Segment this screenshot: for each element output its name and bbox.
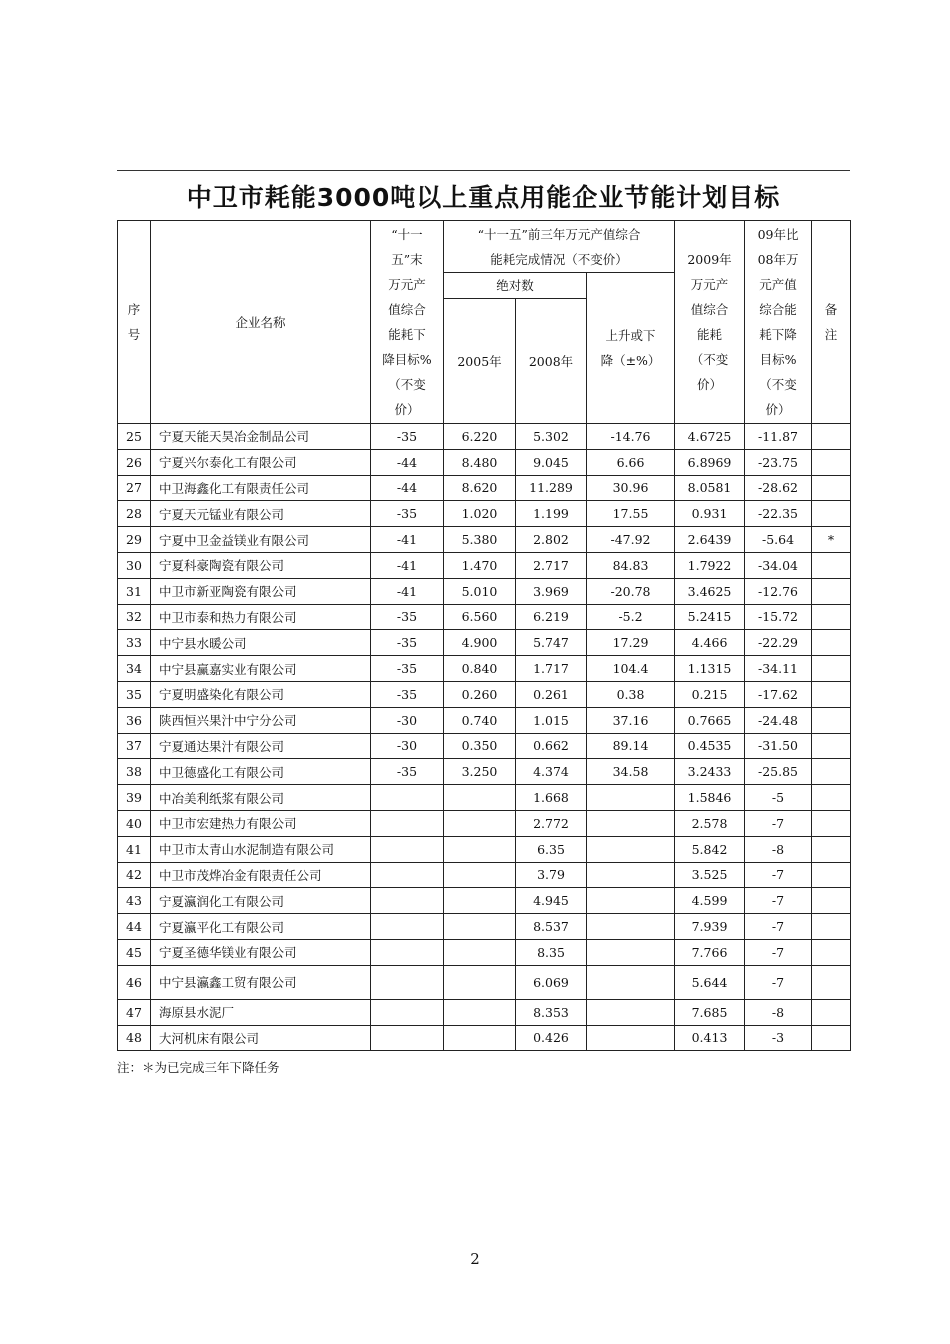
- cell-target: [371, 862, 444, 888]
- cell-change: [587, 939, 675, 965]
- header-line: “十一: [391, 227, 423, 242]
- cell-change: [587, 914, 675, 940]
- table-row: [118, 810, 851, 836]
- cell-name: 宁夏瀛平化工有限公司: [151, 914, 371, 940]
- cell-y2005: 8.480: [444, 449, 516, 475]
- header-line: （不变: [690, 352, 729, 367]
- header-2009: [675, 221, 745, 424]
- cell-y2009: 6.8969: [675, 449, 745, 475]
- cell-y2008: 1.199: [516, 501, 587, 527]
- header-name: 企业名称: [151, 221, 371, 424]
- cell-y2008: 1.717: [516, 656, 587, 682]
- cell-y2008: 6.069: [516, 965, 587, 999]
- cell-name: 宁夏天能天昊冶金制品公司: [151, 424, 371, 450]
- cell-target: [371, 914, 444, 940]
- cell-y2008: 9.045: [516, 449, 587, 475]
- cell-no: 46: [118, 965, 151, 999]
- cell-no: 27: [118, 475, 151, 501]
- cell-drop: -12.76: [745, 578, 812, 604]
- cell-y2005: 5.010: [444, 578, 516, 604]
- header-line: 目标%: [759, 352, 797, 367]
- cell-no: 25: [118, 424, 151, 450]
- cell-drop: -17.62: [745, 681, 812, 707]
- cell-remark: [812, 681, 851, 707]
- table-row: [118, 733, 851, 759]
- cell-y2005: [444, 888, 516, 914]
- cell-y2009: 0.931: [675, 501, 745, 527]
- cell-y2009: 5.842: [675, 836, 745, 862]
- cell-no: 44: [118, 914, 151, 940]
- table-row: [118, 862, 851, 888]
- cell-drop: -7: [745, 965, 812, 999]
- cell-change: 104.4: [587, 656, 675, 682]
- cell-y2005: 8.620: [444, 475, 516, 501]
- cell-no: 41: [118, 836, 151, 862]
- table-row: [118, 527, 851, 553]
- cell-y2008: 4.945: [516, 888, 587, 914]
- cell-y2009: 8.0581: [675, 475, 745, 501]
- cell-target: [371, 888, 444, 914]
- cell-y2009: 3.2433: [675, 759, 745, 785]
- cell-no: 40: [118, 810, 151, 836]
- cell-y2009: 5.644: [675, 965, 745, 999]
- cell-drop: -7: [745, 862, 812, 888]
- cell-drop: -24.48: [745, 707, 812, 733]
- cell-no: 43: [118, 888, 151, 914]
- table-row: [118, 836, 851, 862]
- cell-target: [371, 965, 444, 999]
- header-line: 综合能: [759, 302, 797, 317]
- cell-name: 中宁县瀛鑫工贸有限公司: [151, 965, 371, 999]
- cell-remark: [812, 707, 851, 733]
- cell-y2005: 0.350: [444, 733, 516, 759]
- cell-remark: [812, 449, 851, 475]
- table-row: [118, 939, 851, 965]
- cell-drop: -7: [745, 888, 812, 914]
- cell-remark: [812, 424, 851, 450]
- header-2005: 2005年: [444, 299, 516, 424]
- cell-no: 39: [118, 785, 151, 811]
- cell-y2005: 6.560: [444, 604, 516, 630]
- cell-y2005: [444, 1025, 516, 1051]
- cell-name: 宁夏天元锰业有限公司: [151, 501, 371, 527]
- cell-no: 33: [118, 630, 151, 656]
- cell-drop: -31.50: [745, 733, 812, 759]
- cell-target: -35: [371, 604, 444, 630]
- cell-name: 中宁县赢嘉实业有限公司: [151, 656, 371, 682]
- cell-name: 中卫海鑫化工有限责任公司: [151, 475, 371, 501]
- cell-y2005: 1.470: [444, 552, 516, 578]
- table-row: [118, 552, 851, 578]
- cell-y2009: 5.2415: [675, 604, 745, 630]
- cell-name: 宁夏科豪陶瓷有限公司: [151, 552, 371, 578]
- cell-no: 48: [118, 1025, 151, 1051]
- cell-name: 中卫德盛化工有限公司: [151, 759, 371, 785]
- cell-remark: [812, 604, 851, 630]
- cell-y2005: [444, 836, 516, 862]
- cell-target: [371, 999, 444, 1025]
- cell-y2008: 6.35: [516, 836, 587, 862]
- top-rule: [117, 170, 850, 171]
- cell-change: [587, 888, 675, 914]
- table-row: [118, 656, 851, 682]
- cell-y2009: 7.766: [675, 939, 745, 965]
- cell-y2008: 8.35: [516, 939, 587, 965]
- cell-y2008: 3.969: [516, 578, 587, 604]
- header-change: [587, 273, 675, 424]
- cell-y2008: 1.015: [516, 707, 587, 733]
- table-row: [118, 578, 851, 604]
- cell-no: 38: [118, 759, 151, 785]
- cell-remark: [812, 759, 851, 785]
- cell-remark: [812, 836, 851, 862]
- cell-no: 36: [118, 707, 151, 733]
- cell-remark: [812, 630, 851, 656]
- cell-change: 89.14: [587, 733, 675, 759]
- cell-remark: [812, 939, 851, 965]
- cell-change: [587, 785, 675, 811]
- cell-change: [587, 965, 675, 999]
- cell-target: -44: [371, 449, 444, 475]
- cell-no: 28: [118, 501, 151, 527]
- header-line: 价）: [394, 402, 420, 417]
- table-row: [118, 999, 851, 1025]
- cell-y2008: 4.374: [516, 759, 587, 785]
- cell-change: [587, 836, 675, 862]
- cell-target: -30: [371, 707, 444, 733]
- cell-y2005: [444, 810, 516, 836]
- header-line: （不变: [759, 377, 797, 392]
- cell-y2009: 7.939: [675, 914, 745, 940]
- cell-target: -44: [371, 475, 444, 501]
- cell-change: [587, 999, 675, 1025]
- cell-y2009: 1.7922: [675, 552, 745, 578]
- cell-change: 17.55: [587, 501, 675, 527]
- cell-no: 31: [118, 578, 151, 604]
- header-line: （不变: [388, 377, 426, 392]
- cell-target: [371, 1025, 444, 1051]
- cell-name: 宁夏中卫金益镁业有限公司: [151, 527, 371, 553]
- header-line: 值综合: [388, 302, 426, 317]
- header-drop-0908: [745, 221, 812, 424]
- cell-y2009: 1.1315: [675, 656, 745, 682]
- cell-target: [371, 810, 444, 836]
- cell-y2009: 4.599: [675, 888, 745, 914]
- header-line: 08年万: [757, 252, 799, 267]
- cell-y2005: 3.250: [444, 759, 516, 785]
- cell-change: 0.38: [587, 681, 675, 707]
- cell-name: 宁夏圣德华镁业有限公司: [151, 939, 371, 965]
- cell-target: -35: [371, 501, 444, 527]
- cell-name: 中冶美利纸浆有限公司: [151, 785, 371, 811]
- cell-y2008: 5.747: [516, 630, 587, 656]
- cell-name: 宁夏瀛润化工有限公司: [151, 888, 371, 914]
- cell-y2009: 2.6439: [675, 527, 745, 553]
- cell-target: -41: [371, 552, 444, 578]
- cell-no: 47: [118, 999, 151, 1025]
- cell-name: 中卫市宏建热力有限公司: [151, 810, 371, 836]
- cell-target: -35: [371, 630, 444, 656]
- cell-drop: -7: [745, 914, 812, 940]
- cell-name: 陕西恒兴果汁中宁分公司: [151, 707, 371, 733]
- cell-name: 中宁县水暖公司: [151, 630, 371, 656]
- table-row: [118, 449, 851, 475]
- cell-drop: -7: [745, 939, 812, 965]
- cell-drop: -34.04: [745, 552, 812, 578]
- cell-y2005: 6.220: [444, 424, 516, 450]
- header-line: 号: [127, 327, 141, 342]
- table-row: [118, 501, 851, 527]
- footnote: 注：＊为已完成三年下降任务: [117, 1060, 280, 1075]
- cell-y2009: 7.685: [675, 999, 745, 1025]
- cell-no: 26: [118, 449, 151, 475]
- cell-change: -5.2: [587, 604, 675, 630]
- cell-y2009: 0.4535: [675, 733, 745, 759]
- cell-drop: -15.72: [745, 604, 812, 630]
- cell-y2008: 2.802: [516, 527, 587, 553]
- cell-y2009: 2.578: [675, 810, 745, 836]
- cell-remark: [812, 578, 851, 604]
- cell-drop: -7: [745, 810, 812, 836]
- cell-remark: [812, 862, 851, 888]
- header-line: 上升或下: [605, 328, 656, 343]
- table-row: [118, 630, 851, 656]
- cell-name: 中卫市茂烨冶金有限责任公司: [151, 862, 371, 888]
- cell-remark: *: [812, 527, 851, 553]
- table-body: [118, 424, 851, 1051]
- header-line: 万元产: [690, 277, 729, 292]
- header-line: 元产值: [759, 277, 797, 292]
- cell-no: 30: [118, 552, 151, 578]
- cell-target: -35: [371, 656, 444, 682]
- cell-remark: [812, 785, 851, 811]
- header-line: 值综合: [690, 302, 729, 317]
- header-line: 降（±%）: [600, 353, 661, 368]
- header-group: [444, 221, 675, 273]
- cell-drop: -25.85: [745, 759, 812, 785]
- cell-drop: -28.62: [745, 475, 812, 501]
- cell-no: 37: [118, 733, 151, 759]
- cell-y2005: [444, 862, 516, 888]
- cell-change: 84.83: [587, 552, 675, 578]
- cell-change: 37.16: [587, 707, 675, 733]
- cell-y2008: 6.219: [516, 604, 587, 630]
- cell-name: 中卫市太青山水泥制造有限公司: [151, 836, 371, 862]
- cell-target: [371, 785, 444, 811]
- cell-y2005: [444, 939, 516, 965]
- cell-name: 宁夏明盛染化有限公司: [151, 681, 371, 707]
- cell-name: 海原县水泥厂: [151, 999, 371, 1025]
- cell-y2005: [444, 785, 516, 811]
- cell-target: -35: [371, 424, 444, 450]
- cell-y2009: 3.4625: [675, 578, 745, 604]
- header-line: 万元产: [388, 277, 426, 292]
- cell-change: 6.66: [587, 449, 675, 475]
- cell-no: 42: [118, 862, 151, 888]
- cell-target: -35: [371, 681, 444, 707]
- cell-change: -47.92: [587, 527, 675, 553]
- cell-y2009: 0.7665: [675, 707, 745, 733]
- cell-remark: [812, 475, 851, 501]
- cell-y2008: 0.662: [516, 733, 587, 759]
- cell-change: [587, 1025, 675, 1051]
- cell-name: 宁夏兴尔泰化工有限公司: [151, 449, 371, 475]
- header-line: “十一五”前三年万元产值综合: [477, 226, 641, 242]
- cell-change: -14.76: [587, 424, 675, 450]
- cell-change: 30.96: [587, 475, 675, 501]
- cell-target: -41: [371, 527, 444, 553]
- cell-name: 大河机床有限公司: [151, 1025, 371, 1051]
- cell-drop: -34.11: [745, 656, 812, 682]
- header-line: 五”末: [391, 252, 423, 267]
- cell-y2009: 4.466: [675, 630, 745, 656]
- table-row: [118, 1025, 851, 1051]
- table-row: [118, 785, 851, 811]
- header-line: 注: [824, 327, 838, 342]
- table-row: [118, 707, 851, 733]
- cell-no: 34: [118, 656, 151, 682]
- cell-drop: -22.29: [745, 630, 812, 656]
- cell-y2008: 5.302: [516, 424, 587, 450]
- cell-y2005: 1.020: [444, 501, 516, 527]
- cell-drop: -5.64: [745, 527, 812, 553]
- cell-y2005: [444, 914, 516, 940]
- cell-y2008: 2.717: [516, 552, 587, 578]
- header-line: 价）: [697, 377, 723, 392]
- cell-remark: [812, 733, 851, 759]
- cell-target: [371, 939, 444, 965]
- cell-y2005: 0.740: [444, 707, 516, 733]
- table-row: [118, 914, 851, 940]
- cell-drop: -23.75: [745, 449, 812, 475]
- cell-no: 45: [118, 939, 151, 965]
- cell-remark: [812, 552, 851, 578]
- cell-y2008: 11.289: [516, 475, 587, 501]
- cell-remark: [812, 999, 851, 1025]
- cell-change: -20.78: [587, 578, 675, 604]
- table-row: [118, 681, 851, 707]
- header-absolute: 绝对数: [444, 273, 587, 299]
- cell-y2009: 3.525: [675, 862, 745, 888]
- cell-no: 29: [118, 527, 151, 553]
- cell-remark: [812, 914, 851, 940]
- header-line: 09年比: [757, 227, 799, 242]
- header-line: 耗下降: [759, 327, 797, 342]
- header-remark: [812, 221, 851, 424]
- cell-change: [587, 862, 675, 888]
- cell-remark: [812, 810, 851, 836]
- cell-y2008: 0.426: [516, 1025, 587, 1051]
- cell-drop: -5: [745, 785, 812, 811]
- header-target: [371, 221, 444, 424]
- header-line: 降目标%: [382, 352, 432, 367]
- page-title: 中卫市耗能3000吨以上重点用能企业节能计划目标: [186, 183, 781, 212]
- cell-no: 32: [118, 604, 151, 630]
- cell-y2008: 8.353: [516, 999, 587, 1025]
- cell-no: 35: [118, 681, 151, 707]
- cell-y2008: 1.668: [516, 785, 587, 811]
- cell-y2008: 8.537: [516, 914, 587, 940]
- cell-drop: -3: [745, 1025, 812, 1051]
- header-seq: [118, 221, 151, 424]
- cell-y2009: 0.215: [675, 681, 745, 707]
- cell-y2005: [444, 999, 516, 1025]
- table-row: [118, 965, 851, 999]
- cell-remark: [812, 1025, 851, 1051]
- table-row: [118, 475, 851, 501]
- cell-y2009: 0.413: [675, 1025, 745, 1051]
- energy-target-table: [117, 220, 851, 1051]
- cell-change: 34.58: [587, 759, 675, 785]
- header-line: 序: [127, 302, 141, 317]
- cell-name: 中卫市泰和热力有限公司: [151, 604, 371, 630]
- cell-y2005: [444, 965, 516, 999]
- cell-remark: [812, 888, 851, 914]
- cell-change: 17.29: [587, 630, 675, 656]
- table-row: [118, 888, 851, 914]
- header-line: 能耗完成情况（不变价）: [490, 251, 628, 267]
- cell-drop: -8: [745, 999, 812, 1025]
- table-row: [118, 424, 851, 450]
- cell-y2005: 4.900: [444, 630, 516, 656]
- cell-y2008: 0.261: [516, 681, 587, 707]
- cell-target: -35: [371, 759, 444, 785]
- cell-y2005: 5.380: [444, 527, 516, 553]
- header-line: 价）: [765, 402, 791, 417]
- cell-name: 中卫市新亚陶瓷有限公司: [151, 578, 371, 604]
- cell-y2009: 1.5846: [675, 785, 745, 811]
- header-line: 能耗: [697, 327, 723, 342]
- cell-y2005: 0.840: [444, 656, 516, 682]
- cell-y2005: 0.260: [444, 681, 516, 707]
- cell-drop: -22.35: [745, 501, 812, 527]
- cell-remark: [812, 656, 851, 682]
- cell-y2008: 2.772: [516, 810, 587, 836]
- table-row: [118, 759, 851, 785]
- cell-remark: [812, 501, 851, 527]
- cell-target: [371, 836, 444, 862]
- cell-drop: -8: [745, 836, 812, 862]
- header-line: 2009年: [687, 252, 732, 267]
- header-2008: 2008年: [516, 299, 587, 424]
- page-number: 2: [470, 1250, 480, 1268]
- cell-y2009: 4.6725: [675, 424, 745, 450]
- table-row: [118, 604, 851, 630]
- cell-target: -30: [371, 733, 444, 759]
- cell-change: [587, 810, 675, 836]
- header-line: 能耗下: [388, 327, 426, 342]
- cell-target: -41: [371, 578, 444, 604]
- cell-name: 宁夏通达果汁有限公司: [151, 733, 371, 759]
- cell-drop: -11.87: [745, 424, 812, 450]
- cell-remark: [812, 965, 851, 999]
- header-line: 备: [824, 302, 838, 317]
- cell-y2008: 3.79: [516, 862, 587, 888]
